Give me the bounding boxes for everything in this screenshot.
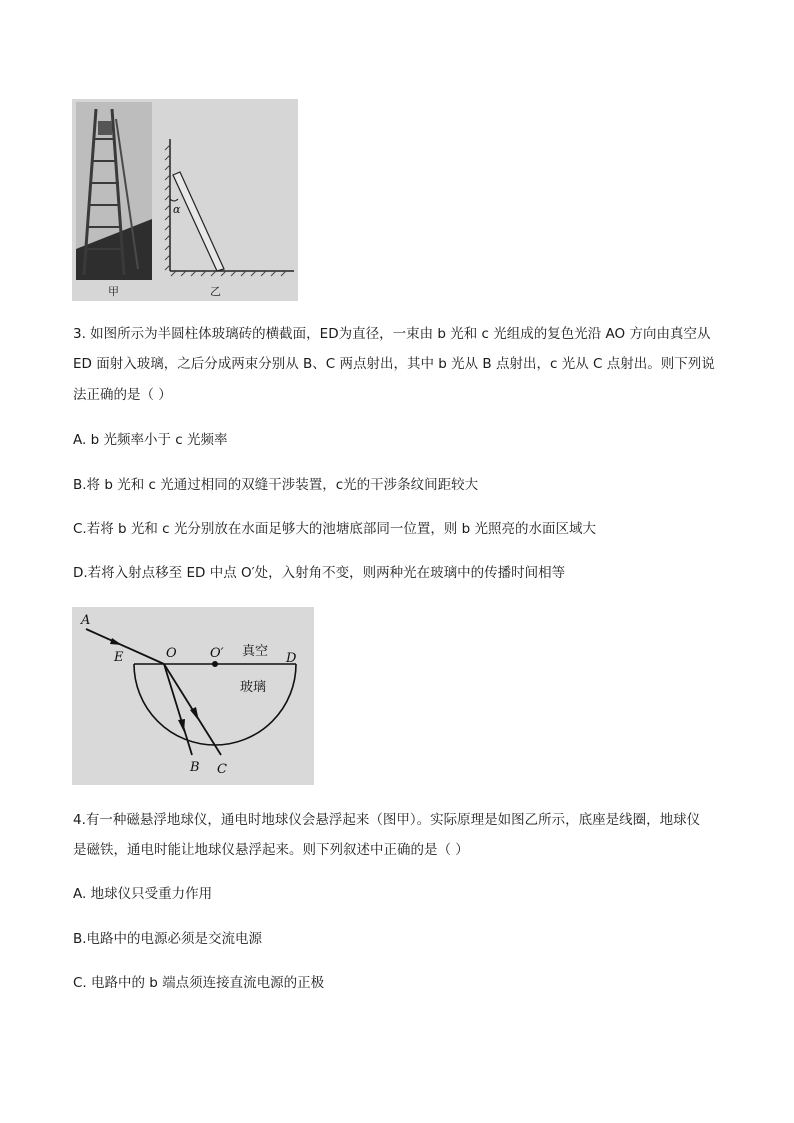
q4-option-c: C. 电路中的 b 端点须连接直流电源的正极 [73,975,325,991]
label-O-prime: O′ [210,646,224,661]
q4-option-a: A. 地球仪只受重力作用 [73,886,213,902]
glass-semicircle-svg [72,607,314,785]
q3-option-a: A. b 光频率小于 c 光频率 [73,432,228,448]
label-vacuum: 真空 [242,644,269,659]
angle-label: α [173,203,181,216]
q4-option-b: B.电路中的电源必须是交流电源 [73,931,263,947]
q3-line3: 法正确的是（ ） [73,387,172,403]
q3-option-c: C.若将 b 光和 c 光分别放在水面足够大的池塘底部同一位置，则 b 光照亮的水面区域大 [73,521,597,537]
label-D: D [286,651,297,666]
q4-line1: 4.有一种磁悬浮地球仪，通电时地球仪会悬浮起来（图甲）。实际原理是如图乙所示，底座是线圈，地球仪 [73,812,701,828]
label-glass: 玻璃 [240,680,267,695]
glass-semicircle-figure [72,607,314,785]
q3-option-b: B.将 b 光和 c 光通过相同的双缝干涉装置，c光的干涉条纹间距较大 [73,477,479,493]
label-O: O [166,646,177,661]
label-B: B [190,760,200,775]
q3-line1: 3. 如图所示为半圆柱体玻璃砖的横截面，ED为直径，一束由 b 光和 c 光组成的复色光沿 AO 方向由真空从 [73,326,711,342]
q3-line2: ED 面射入玻璃，之后分成两束分别从 B、C 两点射出，其中 b 光从 B 点射出，c 光从 C 点射出。则下列说 [73,356,715,372]
caption-right: 乙 [210,285,221,298]
label-A: A [81,613,91,628]
ladder-photo [76,102,152,280]
q3-option-d: D.若将入射点移至 ED 中点 O′处，入射角不变，则两种光在玻璃中的传播时间相等 [73,565,566,581]
label-C: C [217,762,227,777]
ladder-figure [72,99,298,301]
label-E: E [114,650,124,665]
caption-left: 甲 [108,285,119,298]
q4-line2: 是磁铁，通电时能让地球仪悬浮起来。则下列叙述中正确的是（ ） [73,842,469,858]
ladder-figure-svg [72,99,298,301]
